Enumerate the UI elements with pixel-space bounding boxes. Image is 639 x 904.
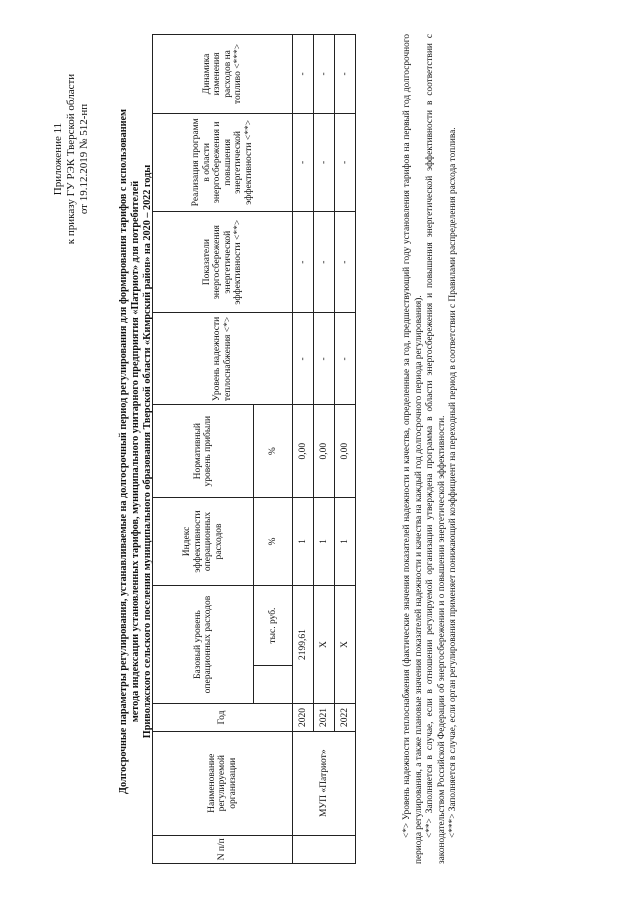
footnote-1: <*> Уровень надежности теплоснабжения (фактические значения показателей надежности и качества, определенные за год, предшествующий году установления тарифов на первый год долгосрочного периода регулирования, а также плановые значения показателей надежности и качества на каждый год долгосрочного периода регулирования). xyxy=(402,34,424,864)
cell-year: 2020 xyxy=(293,704,314,732)
cell-energy: - xyxy=(335,211,356,313)
appendix-header xyxy=(52,34,91,284)
unit-profit: % xyxy=(254,405,293,498)
title-line-2: метода индексации установленных тарифов, муниципального унитарного предприятия «Патриот» для потребителей xyxy=(130,180,142,723)
header-profit: Нормативный уровень прибыли xyxy=(153,405,254,498)
header-num: N п/п xyxy=(153,835,293,863)
title-line-1: Долгосрочные параметры регулирования, устанавливаемые на долгосрочный период регулирования для формирования тарифов с использованием xyxy=(118,109,129,794)
title-line-3: Приволжского сельского поселения муниципального образования Тверской области «Кимрский район» на 2020 – 2022 годы xyxy=(142,164,154,739)
table-row xyxy=(293,35,314,864)
footnotes xyxy=(402,34,460,864)
header-programs: Реализация программ в области энергосбережения и повышения энергетической эффективности <**> xyxy=(153,113,293,211)
cell-reliability: - xyxy=(293,313,314,405)
cell-fuel: - xyxy=(293,35,314,114)
cell-reliability: - xyxy=(335,313,356,405)
parameters-table xyxy=(152,34,356,864)
header-reliability: Уровень надежности теплоснабжения <*> xyxy=(153,313,293,405)
unit-base: тыс. руб. xyxy=(254,585,293,665)
cell-index: 1 xyxy=(314,498,335,586)
footnote-3: <***> Заполняется в случае, если орган регулирования применяет понижающий коэффициент на переходный период в соответствии с Правилами распределения расхода топлива. xyxy=(448,127,459,838)
cell-profit: 0,00 xyxy=(314,405,335,498)
cell-energy: - xyxy=(293,211,314,313)
header-fuel: Динамика изменения расходов на топливо <***> xyxy=(153,35,293,114)
cell-programs: - xyxy=(293,113,314,211)
cell-fuel: - xyxy=(335,35,356,114)
footnote-2: <**> Заполняется в случае, если в отношении регулируемой организации утверждена программа в области энергосбережения и повышения энергетической эффективности в соответствии с законодательством Российской Федерации об энергосбережении и о повышении энергетической эффективности. xyxy=(425,34,447,864)
cell-energy: - xyxy=(314,211,335,313)
cell-org-name: МУП «Патриот» xyxy=(293,731,356,835)
cell-year: 2021 xyxy=(314,704,335,732)
header-year: Год xyxy=(153,704,293,732)
cell-base: Х xyxy=(314,585,335,703)
cell-year: 2022 xyxy=(335,704,356,732)
appendix-order-ref: к приказу ГУ РЭК Тверской области xyxy=(65,73,77,245)
appendix-order-date: от 19.12.2019 № 512-нп xyxy=(78,103,90,215)
cell-profit: 0,00 xyxy=(293,405,314,498)
document-title xyxy=(118,39,155,864)
cell-num xyxy=(293,835,356,863)
header-org: Наименование регулируемой организации xyxy=(153,731,293,835)
cell-index: 1 xyxy=(293,498,314,586)
header-base: Базовый уровень операционных расходов xyxy=(153,585,254,703)
unit-blank xyxy=(254,666,293,704)
cell-base: Х xyxy=(335,585,356,703)
header-index: Индекс эффективности операционных расходов xyxy=(153,498,254,586)
cell-fuel: - xyxy=(314,35,335,114)
cell-index: 1 xyxy=(335,498,356,586)
appendix-number: Приложение 11 xyxy=(52,122,64,196)
table-header-row xyxy=(153,35,254,864)
cell-programs: - xyxy=(335,113,356,211)
cell-programs: - xyxy=(314,113,335,211)
cell-base: 2199,61 xyxy=(293,585,314,703)
unit-index: % xyxy=(254,498,293,586)
header-energy: Показатели энергосбережения энергетической эффективности <**> xyxy=(153,211,293,313)
cell-profit: 0,00 xyxy=(335,405,356,498)
cell-reliability: - xyxy=(314,313,335,405)
